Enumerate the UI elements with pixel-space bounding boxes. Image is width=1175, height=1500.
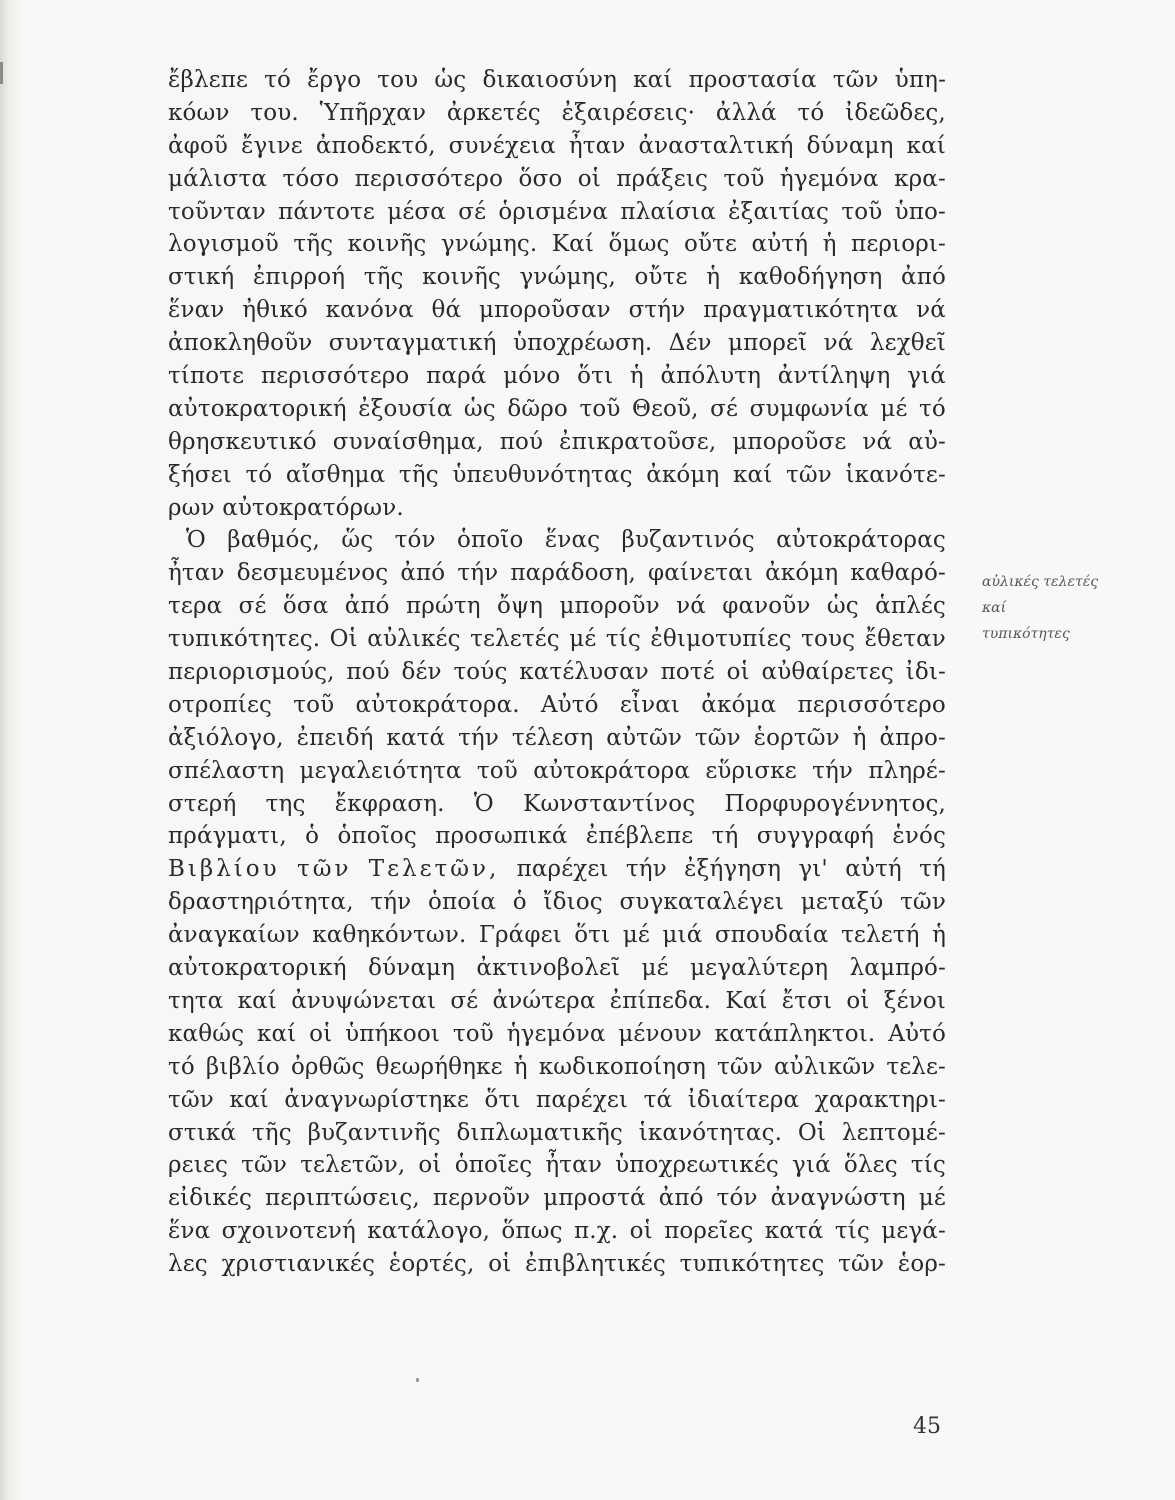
text-line: ἦταν δεσμευμένος ἀπό τήν παράδοση, φαίνεται ἀκόμη καθαρό-: [168, 560, 946, 587]
text-line: λογισμοῦ τῆς κοινῆς γνώμης. Καί ὅμως οὔτε αὐτή ἡ περιορι-: [168, 231, 946, 258]
text-line: ἀφοῦ ἔγινε ἀποδεκτό, συνέχεια ἦταν ἀνασταλτική δύναμη καί: [168, 132, 946, 159]
margin-note: [982, 569, 1152, 647]
text-line: εἰδικές περιπτώσεις, περνοῦν μπροστά ἀπό τόν ἀναγνώστη μέ: [168, 1185, 946, 1212]
text-line: Ὁ βαθμός, ὥς τόν ὁποῖο ἕνας βυζαντινός αὐτοκράτορας: [186, 527, 946, 554]
text-line: περιορισμούς, πού δέν τούς κατέλυσαν ποτέ οἱ αὐθαίρετες ἰδι-: [168, 659, 946, 686]
text-line: ἀναγκαίων καθηκόντων. Γράφει ὅτι μέ μιά σπουδαία τελετή ἡ: [168, 922, 946, 949]
text-line: τίποτε περισσότερο παρά μόνο ὅτι ἡ ἀπόλυτη ἀντίληψη γιά: [168, 363, 946, 390]
body-text: [168, 64, 946, 1281]
margin-note-line-2: καί: [982, 600, 1007, 616]
text-line: λες χριστιανικές ἑορτές, οἱ ἐπιβλητικές τυπικότητες τῶν ἑορ-: [168, 1251, 946, 1278]
margin-note-line-3: τυπικότητες: [982, 626, 1070, 642]
text-line: ἀποκληθοῦν συνταγματική ὑποχρέωση. Δέν μπορεῖ νά λεχθεῖ: [168, 330, 946, 357]
text-line: θρησκευτικό συναίσθημα, πού ἐπικρατοῦσε, μποροῦσε νά αὐ-: [168, 428, 946, 455]
text-line: τερα σέ ὅσα ἀπό πρώτη ὄψη μποροῦν νά φανοῦν ὡς ἁπλές: [168, 593, 946, 620]
text-line: κόων του. Ὑπῆρχαν ἀρκετές ἐξαιρέσεις· ἀλλά τό ἰδεῶδες,: [168, 99, 946, 126]
text-line: ἕναν ἠθικό κανόνα θά μποροῦσαν στήν πραγματικότητα νά: [168, 297, 946, 324]
text-line: σπέλαστη μεγαλειότητα τοῦ αὐτοκράτορα εὕρισκε τήν πληρέ-: [168, 757, 946, 784]
text-line: τοῦνταν πάντοτε μέσα σέ ὁρισμένα πλαίσια ἐξαιτίας τοῦ ὑπο-: [168, 198, 946, 225]
text-line: τητα καί ἀνυψώνεται σέ ἀνώτερα ἐπίπεδα. Καί ἔτσι οἱ ξένοι: [168, 987, 946, 1014]
text-line: τό βιβλίο ὀρθῶς θεωρήθηκε ἡ κωδικοποίηση τῶν αὐλικῶν τελε-: [168, 1053, 946, 1080]
text-line: ἕνα σχοινοτενή κατάλογο, ὅπως π.χ. οἱ πορεῖες κατά τίς μεγά-: [168, 1218, 946, 1245]
text-line: δραστηριότητα, τήν ὁποία ὁ ἴδιος συγκαταλέγει μεταξύ τῶν: [168, 889, 946, 916]
text-line: Βιβλίου τῶν Τελετῶν, παρέχει τήν ἐξήγηση γι' αὐτή τή: [168, 856, 946, 883]
text-line: ἀξιόλογο, ἐπειδή κατά τήν τέλεση αὐτῶν τῶν ἑορτῶν ἡ ἀπρο-: [168, 724, 946, 751]
text-line: καθώς καί οἱ ὑπήκοοι τοῦ ἡγεμόνα μένουν κατάπληκτοι. Αὐτό: [168, 1020, 946, 1047]
text-line: ρων αὐτοκρατόρων.: [168, 494, 404, 521]
text-line: ἔβλεπε τό ἔργο του ὡς δικαιοσύνη καί προστασία τῶν ὑπη-: [168, 67, 946, 93]
spine-shadow-mark: [0, 62, 3, 84]
text-line: μάλιστα τόσο περισσότερο ὅσο οἱ πράξεις τοῦ ἡγεμόνα κρα-: [168, 165, 946, 192]
text-line: οτροπίες τοῦ αὐτοκράτορα. Αὐτό εἶναι ἀκόμα περισσότερο: [168, 691, 946, 718]
text-line: πράγματι, ὁ ὁποῖος προσωπικά ἐπέβλεπε τή συγγραφή ἑνός: [168, 823, 946, 850]
text-line: στερή της ἔκφραση. Ὁ Κωνσταντίνος Πορφυρογέννητος,: [168, 790, 946, 817]
text-line: στική ἐπιρροή τῆς κοινῆς γνώμης, οὔτε ἡ καθοδήγηση ἀπό: [168, 264, 946, 291]
print-speck: [416, 1378, 419, 1382]
text-line: ρειες τῶν τελετῶν, οἱ ὁποῖες ἦταν ὑποχρεωτικές γιά ὅλες τίς: [168, 1152, 946, 1179]
text-line: τῶν καί ἀναγνωρίστηκε ὅτι παρέχει τά ἰδιαίτερα χαρακτηρι-: [168, 1086, 946, 1113]
text-line: ξήσει τό αἴσθημα τῆς ὑπευθυνότητας ἀκόμη καί τῶν ἱκανότε-: [168, 461, 946, 488]
text-line: αὐτοκρατορική δύναμη ἀκτινοβολεῖ μέ μεγαλύτερη λαμπρό-: [168, 955, 946, 982]
text-line: αὐτοκρατορική ἐξουσία ὡς δῶρο τοῦ Θεοῦ, σέ συμφωνία μέ τό: [168, 395, 946, 422]
text-line: τυπικότητες. Οἱ αὐλικές τελετές μέ τίς ἐθιμοτυπίες τους ἔθεταν: [168, 626, 946, 653]
margin-note-line-1: αὐλικές τελετές: [982, 574, 1099, 590]
page-number: 45: [913, 1414, 941, 1439]
text-line: στικά τῆς βυζαντινῆς διπλωματικῆς ἱκανότητας. Οἱ λεπτομέ-: [168, 1119, 946, 1146]
